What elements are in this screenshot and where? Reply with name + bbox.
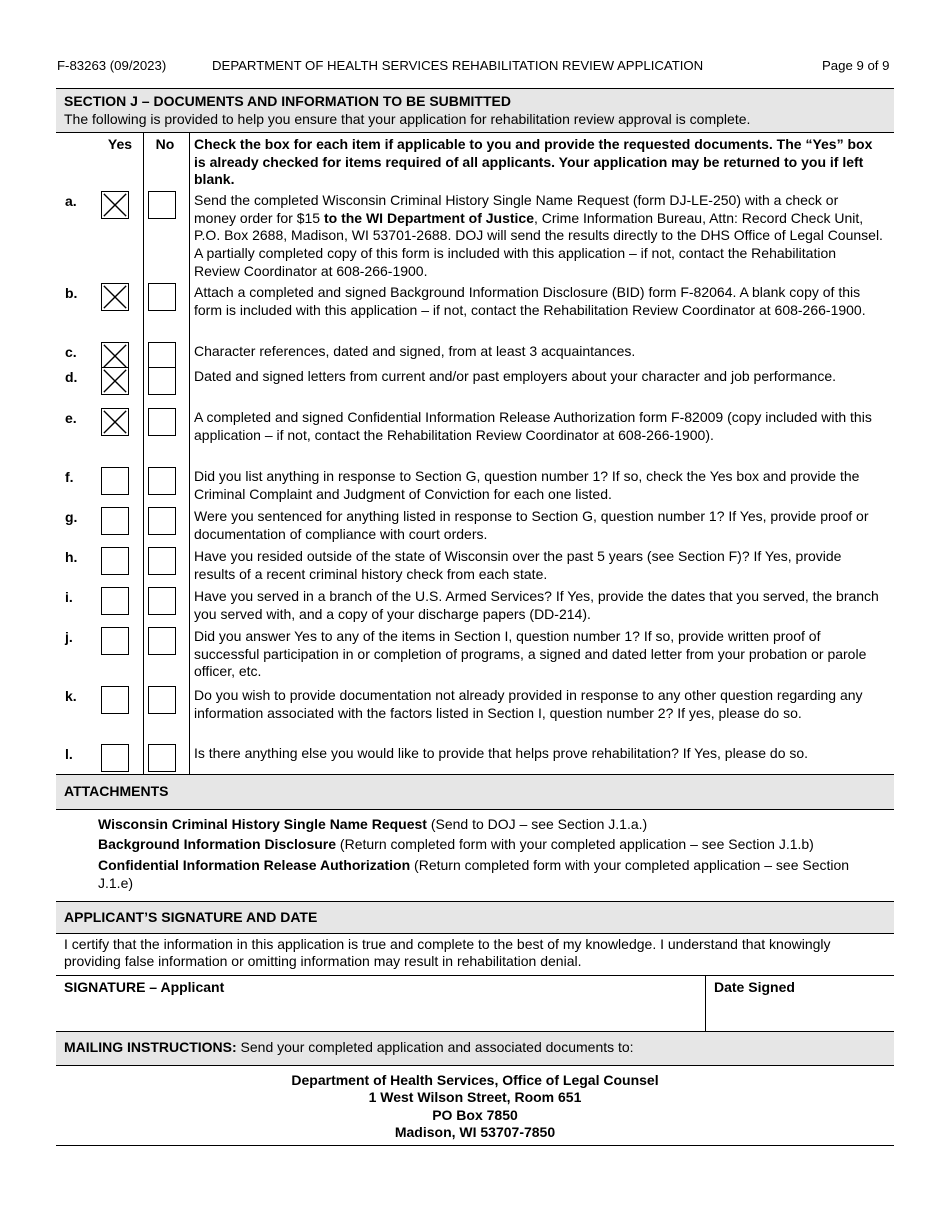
- yes-checkbox[interactable]: [101, 467, 129, 495]
- item-letter: k.: [65, 688, 77, 705]
- page-number: Page 9 of 9: [822, 58, 890, 73]
- item-letter: e.: [65, 410, 77, 427]
- item-text: Dated and signed letters from current and/or past employers about your character and job performance.: [194, 368, 837, 385]
- signature-row: [56, 976, 894, 1032]
- date-signed-field[interactable]: [706, 976, 894, 1031]
- checklist-item: [56, 283, 894, 342]
- checklist-item: [56, 342, 894, 367]
- mailing-address: [56, 1066, 894, 1146]
- attachment-item: [98, 836, 884, 854]
- item-letter: a.: [65, 193, 77, 210]
- checklist-item: [56, 467, 894, 507]
- checklist-item: [56, 547, 894, 587]
- item-text: A completed and signed Confidential Information Release Authorization form F-82009 (copy included with this application – if not, contact the Rehabilitation Review Coordinator at 608-266-1900).: [194, 409, 872, 443]
- no-checkbox[interactable]: [148, 408, 176, 436]
- attachment-item: [98, 816, 884, 834]
- section-j-title: SECTION J – DOCUMENTS AND INFORMATION TO BE SUBMITTED: [64, 93, 511, 109]
- signature-title: APPLICANT’S SIGNATURE AND DATE: [64, 909, 318, 926]
- yes-checkbox[interactable]: [101, 408, 129, 436]
- yes-checkbox[interactable]: [101, 191, 129, 219]
- attachment-name: Confidential Information Release Authorization: [98, 856, 411, 873]
- item-text-part: Send the completed Wisconsin Criminal History Single Name Request (form DJ-LE-250) with a check or money order for $15: [194, 192, 839, 226]
- date-signed-label: Date Signed: [714, 978, 795, 995]
- attachments-list: [56, 810, 894, 902]
- item-letter: c.: [65, 344, 77, 361]
- yes-checkbox[interactable]: [101, 283, 129, 311]
- no-column-label: No: [155, 136, 175, 153]
- checklist-item: [56, 686, 894, 744]
- no-checkbox[interactable]: [148, 686, 176, 714]
- item-letter: h.: [65, 549, 78, 566]
- attachment-name: Wisconsin Criminal History Single Name Request: [98, 815, 427, 832]
- item-letter: l.: [65, 746, 73, 763]
- yes-checkbox[interactable]: [101, 744, 129, 772]
- yes-column-label: Yes: [107, 136, 133, 153]
- checklist-item: [56, 367, 894, 408]
- checklist-item: [56, 191, 894, 283]
- attachment-note: (Return completed form with your completed application – see Section J.1.e): [98, 856, 850, 891]
- certification-text: I certify that the information in this application is true and complete to the best of my knowledge. I understand that knowingly providing false information or omitting information may result in rehabilitation denial.: [56, 934, 894, 976]
- no-checkbox[interactable]: [148, 283, 176, 311]
- attachments-title: ATTACHMENTS: [64, 783, 169, 800]
- no-checkbox[interactable]: [148, 587, 176, 615]
- yes-checkbox[interactable]: [101, 342, 129, 370]
- section-j-intro: The following is provided to help you ensure that your application for rehabilitation review approval is complete.: [64, 110, 751, 127]
- signature-field[interactable]: [56, 976, 706, 1031]
- item-letter: g.: [65, 509, 78, 526]
- yes-checkbox[interactable]: [101, 686, 129, 714]
- yes-checkbox[interactable]: [101, 627, 129, 655]
- checklist-items: [56, 191, 894, 774]
- no-checkbox[interactable]: [148, 507, 176, 535]
- no-checkbox[interactable]: [148, 744, 176, 772]
- item-text: Do you wish to provide documentation not already provided in response to any other question regarding any information associated with the factors listed in Section I, question number 2? If yes, please do so.: [194, 687, 863, 721]
- mailing-text: Send your completed application and associated documents to:: [236, 1038, 634, 1055]
- no-checkbox[interactable]: [148, 627, 176, 655]
- checklist-item: [56, 408, 894, 467]
- attachment-item: [98, 857, 884, 892]
- attachment-note: (Send to DOJ – see Section J.1.a.): [426, 815, 648, 832]
- form-number: F-83263 (09/2023): [57, 58, 167, 73]
- checklist-instructions: Check the box for each item if applicable to you and provide the requested documents. The “Yes” box is already checked for items required of all applicants. Your application may be returned to you if left blank.: [194, 136, 873, 188]
- item-text: Did you answer Yes to any of the items in Section I, question number 1? If so, provide written proof of successful participation in or completion of programs, a signed and dated letter from your probation or parole officer, etc.: [194, 628, 867, 680]
- checklist-column-header: [56, 133, 894, 191]
- item-text: Have you resided outside of the state of Wisconsin over the past 5 years (see Section F)? If Yes, provide results of a recent criminal history check from each state.: [194, 548, 842, 582]
- yes-checkbox[interactable]: [101, 547, 129, 575]
- item-text: Did you list anything in response to Section G, question number 1? If so, check the Yes box and provide the Criminal Complaint and Judgment of Conviction for each one listed.: [194, 468, 860, 502]
- no-checkbox[interactable]: [148, 467, 176, 495]
- no-checkbox[interactable]: [148, 342, 176, 370]
- mailing-label: MAILING INSTRUCTIONS:: [64, 1038, 237, 1055]
- checklist-item: [56, 627, 894, 686]
- item-letter: d.: [65, 369, 78, 386]
- attachment-name: Background Information Disclosure: [98, 836, 337, 853]
- address-line: PO Box 7850: [432, 1106, 518, 1123]
- item-text: Character references, dated and signed, from at least 3 acquaintances.: [194, 343, 636, 360]
- signature-header: [56, 902, 894, 934]
- item-text: Attach a completed and signed Background Information Disclosure (BID) form F-82064. A blank copy of this form is included with this application – if not, contact the Rehabilitation Review Coordinator at 608-266-1900.: [194, 284, 866, 318]
- form-page: [56, 88, 894, 1146]
- no-checkbox[interactable]: [148, 547, 176, 575]
- attachments-header: [56, 774, 894, 810]
- item-letter: f.: [65, 469, 74, 486]
- checklist-item: [56, 744, 894, 774]
- address-line: Madison, WI 53707-7850: [394, 1124, 556, 1141]
- checklist-item: [56, 587, 894, 627]
- item-text: Is there anything else you would like to provide that helps prove rehabilitation? If Yes, please do so.: [194, 745, 809, 762]
- item-letter: j.: [65, 629, 73, 646]
- item-text-part: , Crime Information Bureau, Attn: Record Check Unit, P.O. Box 2688, Madison, WI 53701-2688. DOJ will send the results directly to the DHS Office of Legal Counsel. A partially completed copy of this form is included with this application – if not, contact the Rehabilitation Review Coordinator at 608-266-1900.: [194, 209, 883, 279]
- item-text-emphasis: to the WI Department of Justice: [323, 209, 534, 226]
- address-line: 1 West Wilson Street, Room 651: [368, 1089, 582, 1106]
- item-text: Were you sentenced for anything listed in response to Section G, question number 1? If Yes, provide proof or documentation of compliance with court orders.: [194, 508, 869, 542]
- yes-checkbox[interactable]: [101, 507, 129, 535]
- no-checkbox[interactable]: [148, 367, 176, 395]
- attachment-note: (Return completed form with your completed application – see Section J.1.b): [336, 836, 814, 853]
- item-text: Have you served in a branch of the U.S. Armed Services? If Yes, provide the dates that you served, the branch you served with, and a copy of your discharge papers (DD-214).: [194, 588, 879, 622]
- yes-checkbox[interactable]: [101, 367, 129, 395]
- no-checkbox[interactable]: [148, 191, 176, 219]
- signature-label: SIGNATURE – Applicant: [64, 978, 225, 995]
- item-text: [188, 191, 894, 283]
- mailing-instructions: [56, 1032, 894, 1066]
- item-letter: i.: [65, 589, 73, 606]
- item-letter: b.: [65, 285, 78, 302]
- address-line: Department of Health Services, Office of Legal Counsel: [291, 1071, 659, 1088]
- document-title: DEPARTMENT OF HEALTH SERVICES REHABILITATION REVIEW APPLICATION: [212, 58, 704, 73]
- section-j-header: [56, 88, 894, 133]
- yes-checkbox[interactable]: [101, 587, 129, 615]
- checklist-item: [56, 507, 894, 547]
